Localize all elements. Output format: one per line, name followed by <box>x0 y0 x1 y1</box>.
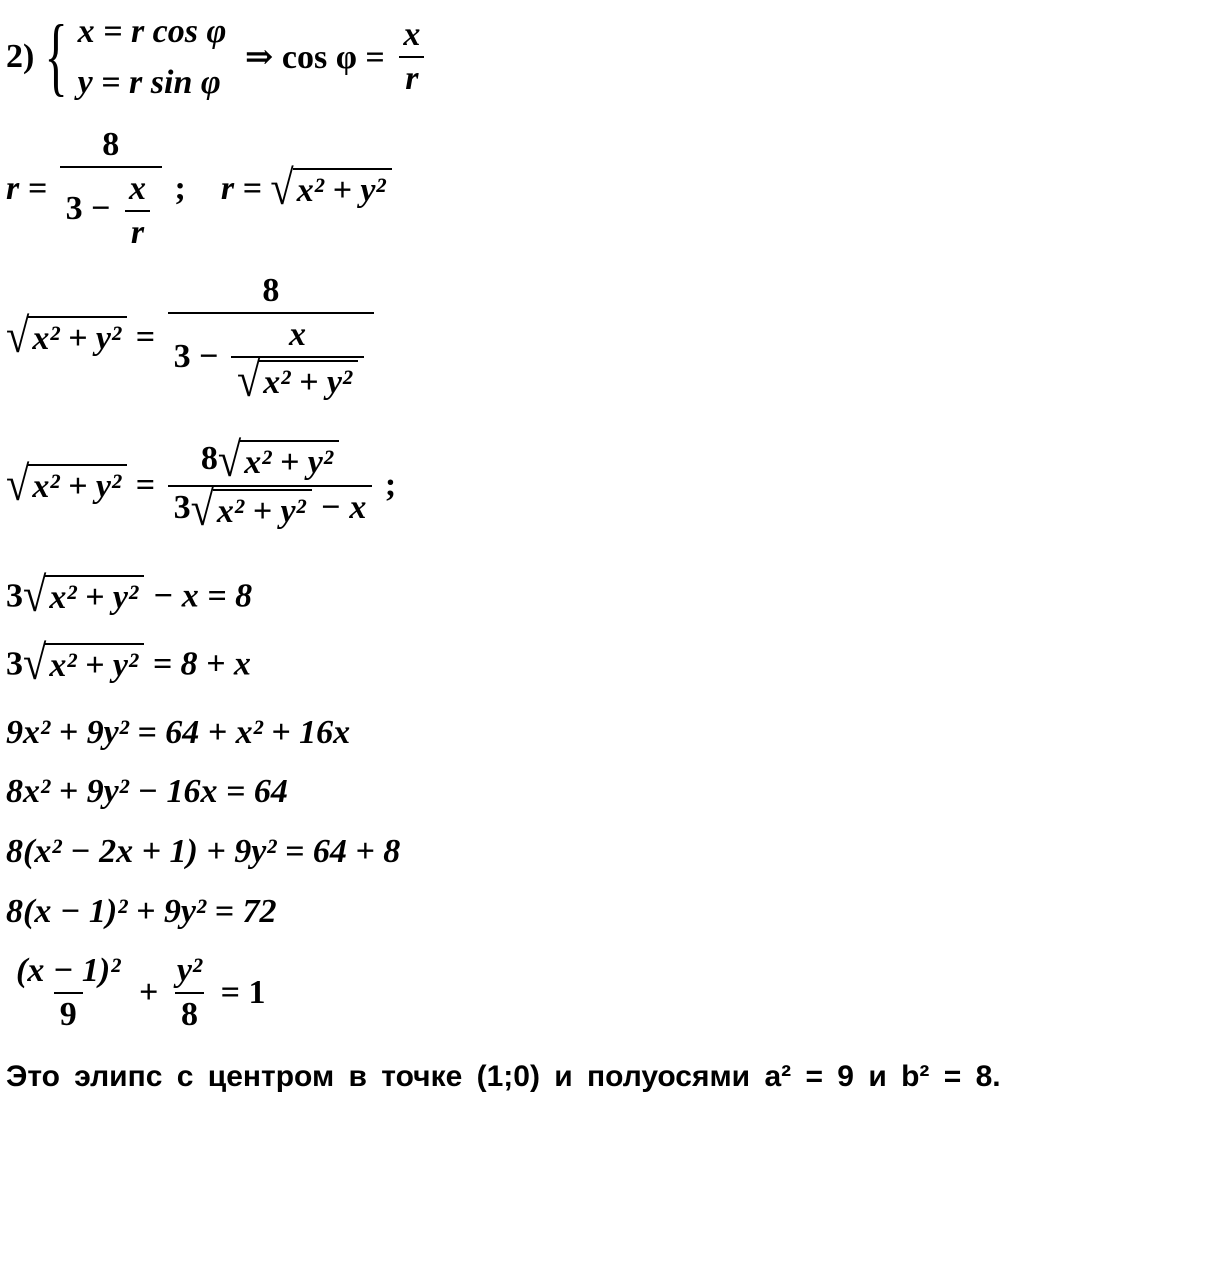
inner-fraction <box>231 316 364 408</box>
coefficient: 8 <box>200 440 218 478</box>
equation-step-7: 9x² + 9y² = 64 + x² + 16x <box>6 714 351 751</box>
fraction-denominator <box>168 481 373 536</box>
denominator-term: 3 − <box>173 338 219 376</box>
fraction-numerator: x <box>403 16 421 53</box>
equation-r-expression <box>6 126 392 252</box>
radical-icon: √ <box>6 309 30 364</box>
fraction-y-term <box>171 952 208 1034</box>
square-root <box>236 353 358 408</box>
step-label: 2) <box>6 38 35 75</box>
square-root <box>23 636 144 691</box>
plus: + <box>138 974 159 1011</box>
fraction-numerator: 8 <box>262 272 280 309</box>
fraction-denominator: 9 <box>54 992 83 1034</box>
fraction-main <box>168 272 375 408</box>
lhs: r = <box>6 170 48 207</box>
radical-icon: √ <box>23 568 47 623</box>
coefficient: 3 <box>6 577 23 615</box>
square-root <box>190 481 312 536</box>
fraction-denominator <box>60 166 162 252</box>
radical-icon: √ <box>270 161 294 216</box>
inner-denominator <box>231 353 364 408</box>
square-root <box>270 161 391 216</box>
equation-simplified-fraction <box>6 433 397 536</box>
rest: − x = 8 <box>152 577 253 615</box>
fraction-denominator: r <box>399 56 424 98</box>
system-line-y: y = r sin φ <box>77 64 221 101</box>
square-root <box>6 309 127 364</box>
radicand: x² + y² <box>259 360 358 403</box>
semicolon: ; <box>384 466 397 504</box>
inner-numerator: x <box>128 170 146 207</box>
radical-icon: √ <box>6 457 30 512</box>
system-lines <box>78 6 227 108</box>
left-brace-icon: { <box>44 8 68 105</box>
coefficient: 3 <box>6 645 23 683</box>
fraction-8-over-denominator <box>60 126 162 252</box>
radicand: x² + y² <box>240 440 339 483</box>
equation-polar-system <box>6 6 430 108</box>
equation-step-9: 8(x² − 2x + 1) + 9y² = 64 + 8 <box>6 833 401 870</box>
fraction-denominator: 8 <box>175 992 204 1034</box>
fraction-numerator <box>195 433 345 488</box>
equals: = <box>135 466 156 504</box>
fraction-main <box>168 433 373 536</box>
radicand: x² + y² <box>28 464 127 507</box>
equation-step-6 <box>6 636 251 691</box>
inner-denominator: r <box>125 210 150 252</box>
equation-substitution <box>6 272 378 408</box>
implies-text: ⇒ cos φ = <box>244 39 385 76</box>
denominator-term: − x <box>320 488 367 526</box>
semicolon: ; <box>174 170 186 207</box>
rhs-lhs: r = <box>220 170 262 207</box>
fraction-denominator <box>168 312 375 408</box>
square-root <box>217 433 339 488</box>
equation-ellipse-canonical <box>6 952 266 1034</box>
fraction-numerator: 8 <box>102 126 120 163</box>
conclusion-text: Это элипс с центром в точке (1;0) и полуосями a² = 9 и b² = 8. <box>6 1060 1001 1093</box>
radicand: x² + y² <box>28 316 127 359</box>
system-line-x: x = r cos φ <box>77 13 227 50</box>
rest: = 8 + x <box>152 645 251 683</box>
denominator-term: 3 − <box>65 189 111 227</box>
radicand: x² + y² <box>213 489 312 532</box>
fraction-x-term <box>10 952 126 1034</box>
fraction-numerator: y² <box>176 952 203 989</box>
equals: = <box>135 318 156 356</box>
radicand: x² + y² <box>45 643 144 686</box>
rest: = 1 <box>220 974 266 1011</box>
radicand: x² + y² <box>293 168 392 211</box>
square-root <box>6 457 127 512</box>
radical-icon: √ <box>236 353 261 408</box>
radical-icon: √ <box>23 636 47 691</box>
coefficient: 3 <box>173 488 191 526</box>
inner-numerator: x <box>289 316 307 353</box>
equation-step-8: 8x² + 9y² − 16x = 64 <box>6 773 288 810</box>
radicand: x² + y² <box>45 575 144 618</box>
square-root <box>23 568 144 623</box>
radical-icon: √ <box>190 481 214 536</box>
inner-fraction <box>123 170 152 252</box>
fraction-x-over-r <box>397 16 426 98</box>
fraction-numerator: (x − 1)² <box>16 952 121 989</box>
equation-step-10: 8(x − 1)² + 9y² = 72 <box>6 893 277 930</box>
equation-step-5 <box>6 568 253 623</box>
radical-icon: √ <box>217 433 242 488</box>
